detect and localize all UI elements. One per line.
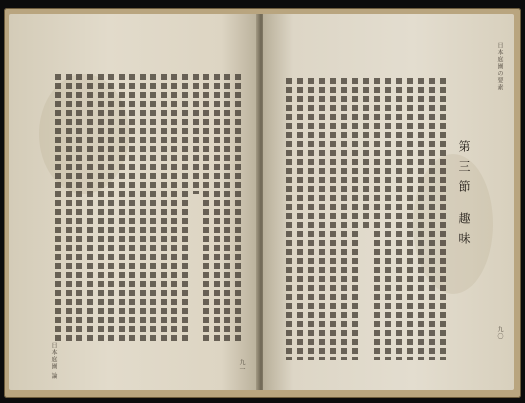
text-column <box>341 78 347 360</box>
text-column <box>396 78 402 360</box>
text-column <box>108 74 114 342</box>
text-column <box>87 74 93 342</box>
text-column <box>203 74 209 342</box>
text-column <box>140 74 146 342</box>
text-column <box>440 78 446 360</box>
text-column <box>182 74 188 342</box>
text-column <box>429 78 435 360</box>
text-column <box>235 74 241 342</box>
left-page-text-block <box>53 74 243 342</box>
right-page-number: 九〇 <box>496 326 503 340</box>
left-running-head: 日本庭園 論 <box>50 342 57 380</box>
text-column <box>374 78 380 360</box>
text-column <box>171 74 177 342</box>
text-column <box>129 74 135 342</box>
text-column <box>363 78 369 228</box>
text-column <box>407 78 413 360</box>
text-column <box>55 74 61 342</box>
left-page-number: 九一 <box>238 359 245 373</box>
text-column <box>161 74 167 342</box>
text-column <box>319 78 325 360</box>
text-column <box>76 74 82 342</box>
left-page <box>9 14 259 390</box>
text-column <box>286 78 292 360</box>
text-column <box>66 74 72 342</box>
text-column <box>330 78 336 360</box>
text-column <box>224 74 230 342</box>
text-column <box>150 74 156 342</box>
text-column <box>98 74 104 342</box>
right-page-text-block <box>283 78 449 360</box>
text-column <box>385 78 391 360</box>
text-column <box>214 74 220 342</box>
text-column <box>297 78 303 360</box>
text-column <box>352 78 358 360</box>
text-column <box>418 78 424 360</box>
chapter-title: 第三節 趣味 <box>457 140 471 252</box>
right-page <box>263 14 514 390</box>
text-column <box>119 74 125 342</box>
text-column <box>308 78 314 360</box>
text-column <box>193 74 199 194</box>
right-running-head: 日本庭園の要素 <box>496 42 503 91</box>
